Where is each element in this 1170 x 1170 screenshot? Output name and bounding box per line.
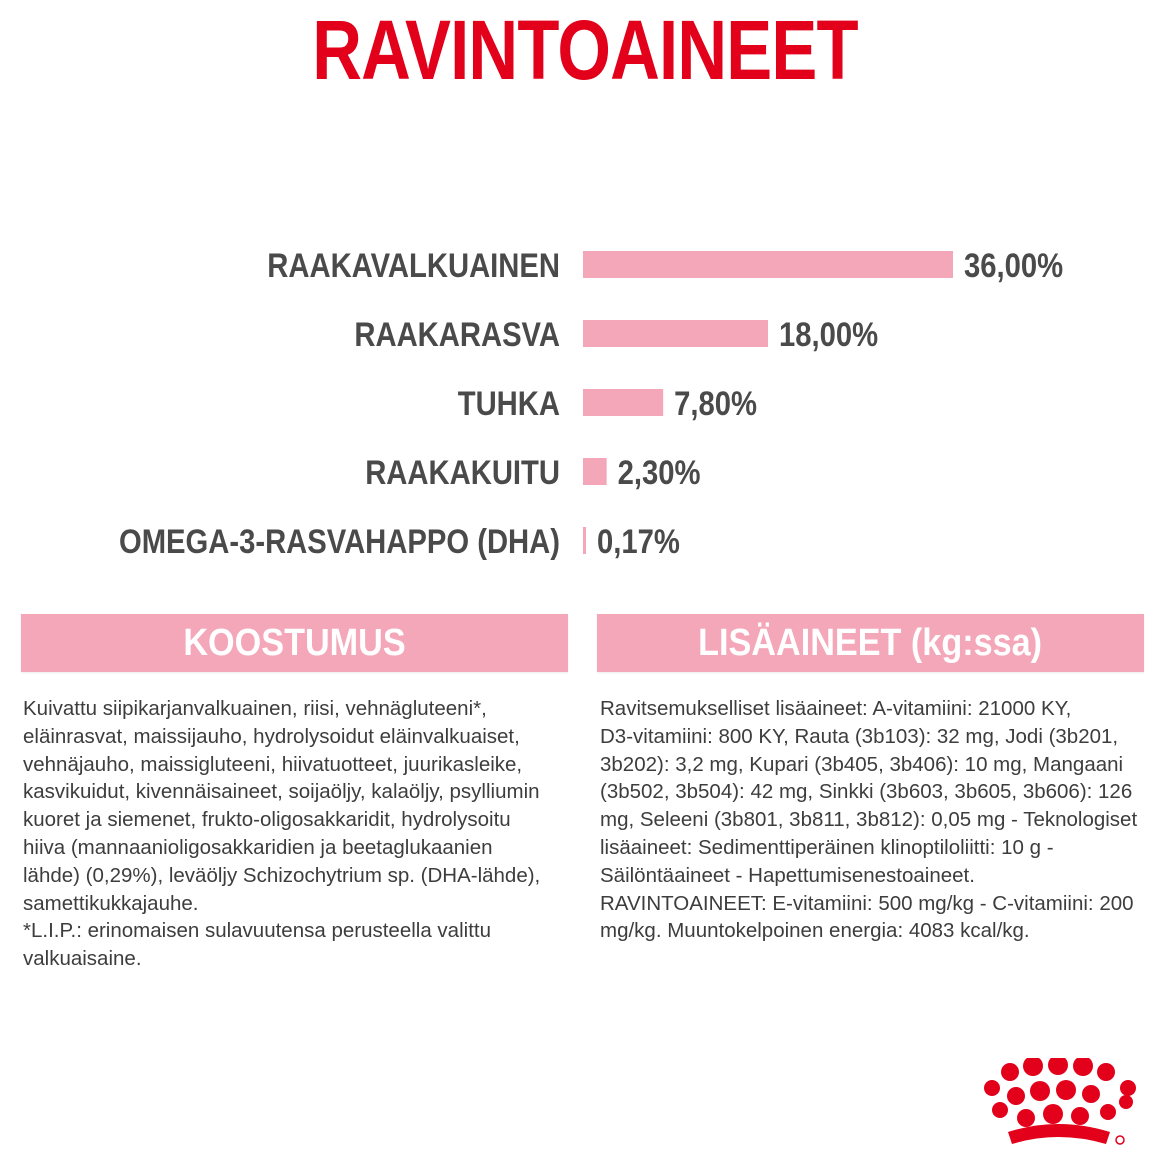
- value-label: 0,17%: [597, 521, 680, 561]
- nutrient-bar-chart: [0, 220, 1170, 580]
- category-label: RAAKAVALKUAINEN: [267, 245, 560, 285]
- additives-text: Ravitsemukselliset lisäaineet: A-vitamiini: 21000 KY, D3-vitamiini: 800 KY, Rauta (3b103): 32 mg, Jodi (3b201, 3b202): 3,2 mg, Kupari (3b405, 3b406): 10 mg, Mangaani (3b502, 3b504): 42 mg, Sinkki (3b603, 3b605, 3b606): 126 mg, Seleeni (3b801, 3b811, 3b812): 0,05 mg - Teknologiset lisäaineet: Sedimenttiperäinen klinoptiloliitti: 10 g - Säilöntäaineet - Hapettumisenestoaineet. RAVINTOAINEET: E-vitamiini: 500 mg/kg - C-vitamiini: 200 mg/kg. Muuntokelpoinen energia: 4083 kcal/kg.: [600, 697, 1138, 943]
- crown-icon: [978, 1058, 1148, 1153]
- category-label: RAAKAKUITU: [365, 452, 560, 492]
- composition-header-label: KOOSTUMUS: [183, 622, 406, 664]
- bar: [583, 251, 953, 278]
- bar: [583, 320, 768, 347]
- category-label: OMEGA-3-RASVAHAPPO (DHA): [118, 521, 560, 561]
- composition-header: [21, 614, 568, 672]
- category-label: TUHKA: [457, 383, 560, 423]
- additives-header-label: LISÄAINEET (kg:ssa): [698, 622, 1043, 664]
- category-label: RAAKARASVA: [354, 314, 560, 354]
- crown-band: [1008, 1124, 1110, 1144]
- page-title: RAVINTOAINEET: [312, 3, 858, 97]
- bar: [583, 458, 607, 485]
- additives-header: [597, 614, 1144, 672]
- bar: [583, 527, 586, 554]
- crown-dots: [984, 1058, 1136, 1127]
- value-label: 18,00%: [779, 314, 879, 354]
- composition-text: Kuivattu siipikarjanvalkuainen, riisi, vehnägluteeni*, eläinrasvat, maissijauho, hydrolysoidut eläinvalkuaiset, vehnäjauho, maissigluteeni, hiivatuotteet, juurikasleike, kasvikuidut, kivennäisaineet, soijaöljy, kalaöljy, psylliumin kuoret ja siemenet, frukto-oligosakkaridit, hydrolysoitu hiiva (mannaanioligosakkaridien ja beetaglukaanien lähde) (0,29%), leväöljy Schizochytrium sp. (DHA-lähde), samettikukkajauhe. *L.I.P.: erinomaisen sulavuutensa perusteella valittu valkuaisaine.: [23, 697, 541, 971]
- value-label: 2,30%: [617, 452, 701, 492]
- value-label: 7,80%: [674, 383, 758, 423]
- bar: [583, 389, 663, 416]
- value-label: 36,00%: [964, 245, 1064, 285]
